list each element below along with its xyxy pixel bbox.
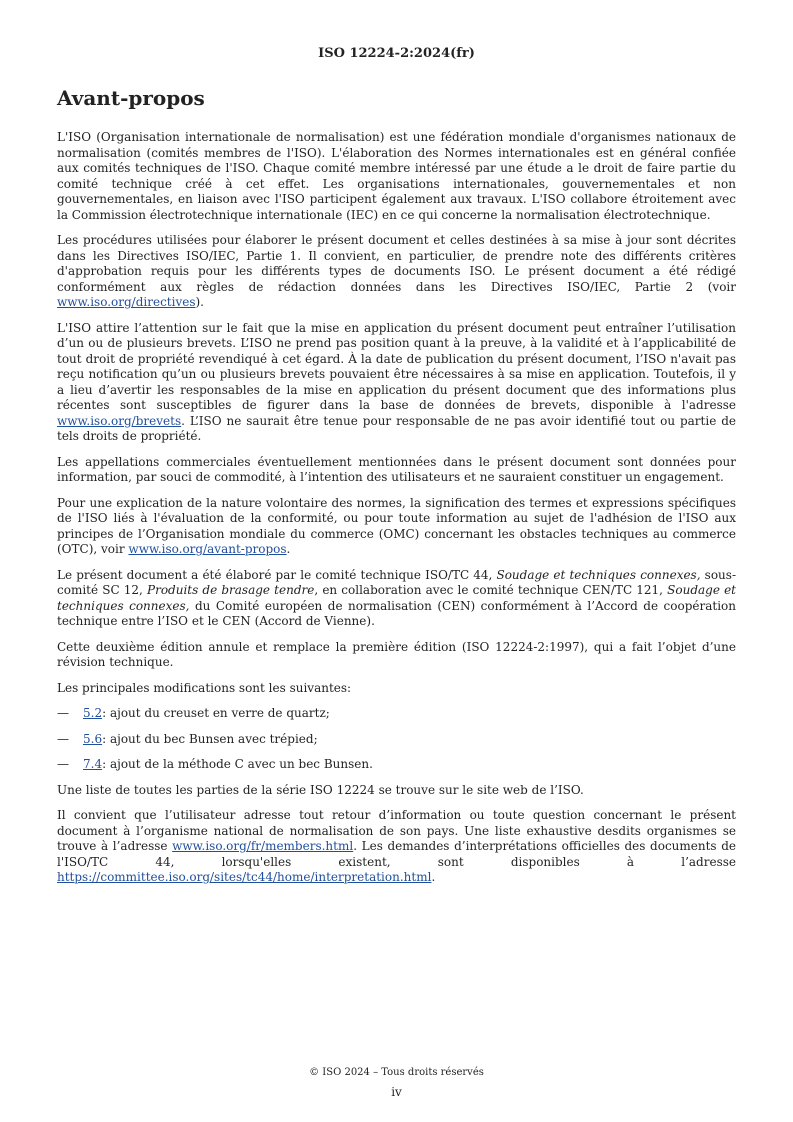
dash-bullet: — — [57, 757, 69, 771]
list-item: — 7.4: ajout de la méthode C avec un bec Bunsen. — [57, 757, 373, 771]
paragraph-9: Une liste de toutes les parties de la série ISO 12224 se trouve sur le site web de l’ISO. — [57, 782, 584, 797]
copyright-footer: © ISO 2024 – Tous droits réservés — [309, 1067, 484, 1078]
clause-ref-link[interactable]: 5.2 — [83, 706, 103, 720]
dash-bullet: — — [57, 731, 69, 746]
members-link[interactable]: www.iso.org/fr/members.html — [172, 839, 354, 853]
paragraph-8: Les principales modifications sont les suivantes: — [57, 680, 352, 695]
page-number: iv — [391, 1085, 402, 1099]
paragraph-4: Les appellations commerciales éventuellement mentionnées dans le présent document sont données pour information, par souci de commodité, à l’intention des utilisateurs et ne sauraient constituer un engagement. — [57, 454, 736, 484]
interpretation-link[interactable]: https://committee.iso.org/sites/tc44/home/interpretation.html — [57, 870, 432, 884]
clause-ref-link[interactable]: 7.4 — [83, 757, 103, 771]
clause-ref-link[interactable]: 5.6 — [83, 731, 103, 746]
paragraph-7: Cette deuxième édition annule et remplace la première édition (ISO 12224-2:1997), qui a fait l’objet d’une révision technique. — [57, 639, 736, 669]
paragraph-5: Pour une explication de la nature volontaire des normes, la signification des termes et expressions spécifiques de l'ISO liés à l'évaluation de la conformité, ou pour toute information au sujet de l'adhésion de l'ISO aux principes de l’Organisation mondiale du commerce (OMC) concernant les obstacles techniques au commerce (OTC), voir www.iso.org/avant-propos. — [57, 495, 736, 556]
paragraph-2: Les procédures utilisées pour élaborer le présent document et celles destinées à sa mise à jour sont décrites dans les Directives ISO/IEC, Partie 1. Il convient, en particulier, de prendre note des différents critères d'approbation requis pour les différents types de documents ISO. Le présent document a été rédigé conformément aux règles de rédaction données dans les Directives ISO/IEC, Partie 2 (voir www.iso.org/directives). — [57, 233, 736, 309]
list-item: — 5.2: ajout du creuset en verre de quartz; — [57, 706, 330, 720]
directives-link[interactable]: www.iso.org/directives — [57, 295, 196, 309]
foreword-body — [57, 130, 736, 896]
paragraph-10: Il convient que l’utilisateur adresse tout retour d’information ou toute question concernant le présent document à l’organisme national de normalisation de son pays. Une liste exhaustive desdits organismes se trouve à l’adresse www.iso.org/fr/members.html. Les demandes d’interprétations officielles des documents de l'ISO/TC 44, lorsqu'elles existent, sont disponibles à l’adresse https://committee.iso.org/sites/tc44/home/interpretation.html. — [57, 808, 736, 884]
patents-link[interactable]: www.iso.org/brevets — [57, 413, 182, 428]
foreword-link[interactable]: www.iso.org/avant-propos — [128, 542, 287, 556]
paragraph-3: L'ISO attire l’attention sur le fait que la mise en application du présent document peut entraîner l’utilisation d’un ou de plusieurs brevets. L’ISO ne prend pas position quant à la preuve, à la validité et à l’applicabilité de tout droit de propriété revendiqué à cet égard. À la date de publication du présent document, l’ISO n'avait pas reçu notification qu’un ou plusieurs brevets pouvaient être nécessaires à sa mise en application. Toutefois, il y a lieu d’avertir les responsables de la mise en application du présent document que des informations plus récentes sont susceptibles de figurer dans la base de données de brevets, disponible à l'adresse www.iso.org/brevets. L’ISO ne saurait être tenue pour responsable de ne pas avoir identifié tout ou partie de tels droits de propriété. — [57, 320, 736, 443]
document-id-header: ISO 12224-2:2024(fr) — [318, 46, 475, 61]
section-title: Avant-propos — [57, 86, 205, 110]
dash-bullet: — — [57, 706, 69, 720]
list-item: — 5.6: ajout du bec Bunsen avec trépied; — [57, 731, 318, 746]
paragraph-1: L'ISO (Organisation internationale de normalisation) est une fédération mondiale d'organismes nationaux de normalisation (comités membres de l'ISO). L'élaboration des Normes internationales est en général confiée aux comités techniques de l'ISO. Chaque comité membre intéressé par une étude a le droit de faire partie du comité technique créé à cet effet. Les organisations internationales, gouvernementales et non gouvernementales, en liaison avec l'ISO participent également aux travaux. L'ISO collabore étroitement avec la Commission électrotechnique internationale (IEC) en ce qui concerne la normalisation électrotechnique. — [57, 130, 736, 222]
paragraph-6: Le présent document a été élaboré par le comité technique ISO/TC 44, Soudage et techniques connexes, sous-comité SC 12, Produits de brasage tendre, en collaboration avec le comité technique CEN/TC 121, Soudage et techniques connexes, du Comité européen de normalisation (CEN) conformément à l’Accord de coopération technique entre l’ISO et le CEN (Accord de Vienne). — [57, 567, 737, 628]
